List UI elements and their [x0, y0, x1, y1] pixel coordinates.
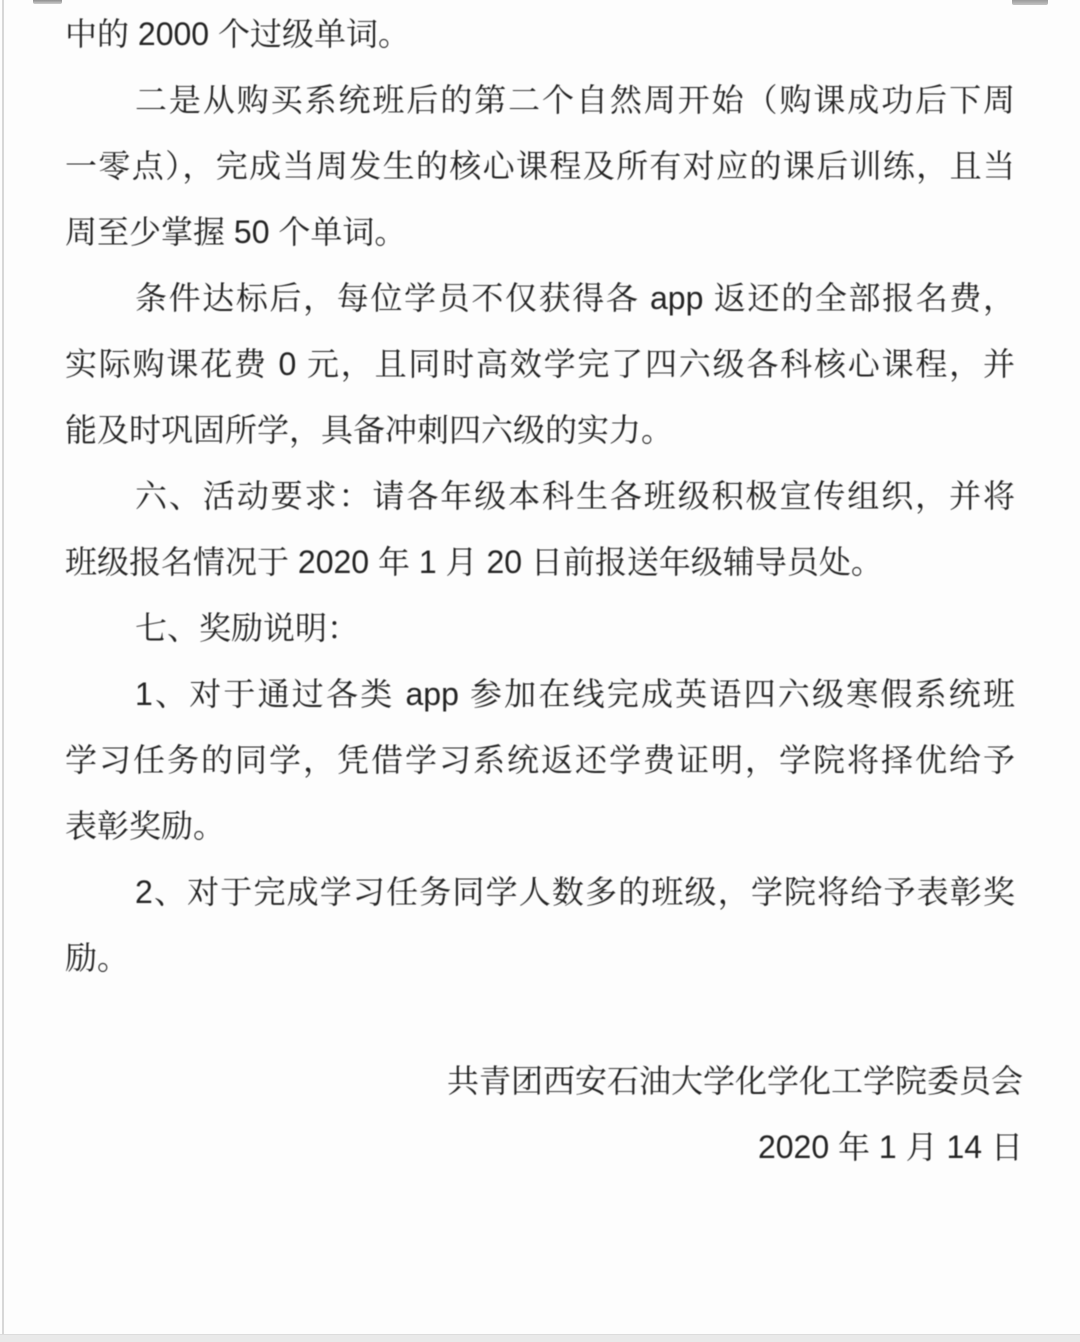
signature-line: 共青团西安石油大学化学化工学院委员会 [446, 1063, 1023, 1099]
closing-block [65, 1048, 1023, 1180]
doc-line: 学习任务的同学，凭借学习系统返还学费证明，学院将择优给予 [65, 742, 1015, 778]
doc-line: 2、对于完成学习任务同学人数多的班级，学院将给予表彰奖 [135, 874, 1015, 910]
doc-line: 1、对于通过各类 app 参加在线完成英语四六级寒假系统班 [135, 676, 1015, 712]
doc-line: 七、奖励说明： [135, 610, 360, 646]
page-left-border-line [2, 0, 4, 1342]
doc-line: 班级报名情况于 2020 年 1 月 20 日前报送年级辅导员处。 [65, 544, 883, 580]
doc-line: 表彰奖励。 [65, 808, 226, 844]
cutoff-ui-fragment-top-left [33, 0, 62, 4]
doc-line: 周至少掌握 50 个单词。 [65, 214, 407, 250]
document-body [65, 1, 1015, 991]
doc-line: 六、活动要求：请各年级本科生各班级积极宣传组织，并将 [135, 478, 1015, 514]
cutoff-ui-fragment-top-right [1012, 0, 1048, 5]
bottom-edge-strip [0, 1334, 1080, 1342]
doc-line: 能及时巩固所学，具备冲刺四六级的实力。 [65, 412, 674, 448]
doc-line: 励。 [65, 940, 130, 976]
doc-line: 二是从购买系统班后的第二个自然周开始（购课成功后下周 [135, 82, 1015, 118]
date-line: 2020 年 1 月 14 日 [757, 1129, 1023, 1165]
doc-line: 一零点），完成当周发生的核心课程及所有对应的课后训练，且当 [65, 148, 1015, 184]
doc-line: 中的 2000 个过级单词。 [65, 16, 410, 52]
doc-line: 实际购课花费 0 元，且同时高效学完了四六级各科核心课程，并 [65, 346, 1015, 382]
doc-line: 条件达标后，每位学员不仅获得各 app 返还的全部报名费， [135, 280, 1015, 316]
